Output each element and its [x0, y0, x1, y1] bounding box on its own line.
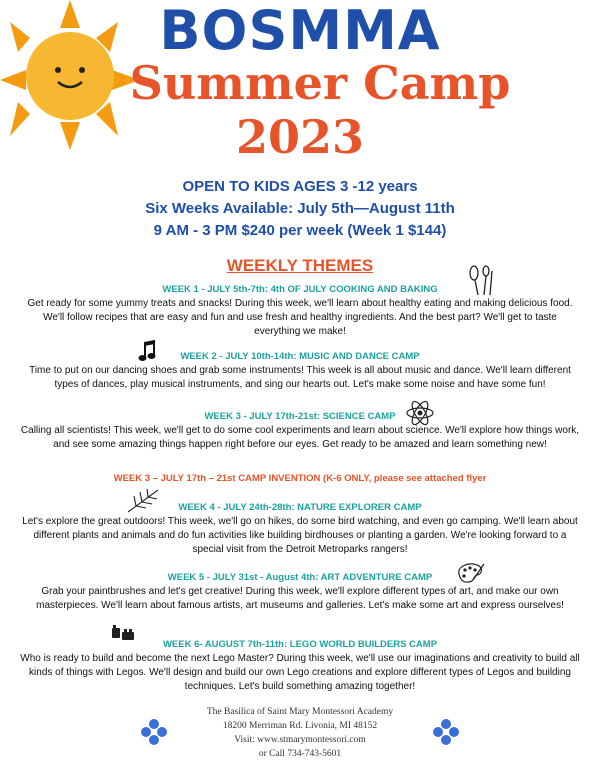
week3-description: Calling all scientists! This week, we'll get to do some cool experiments and learn about science. We'll explore how things work, and see some amazing things happen right before our eyes. Get ready to be amazed and learn something new!: [20, 425, 580, 450]
whisk-icon: [466, 265, 496, 297]
title-year: 2023: [235, 110, 365, 164]
footer-address: 18200 Merriman Rd. Livonia, MI 48152: [222, 721, 378, 731]
info-weeks: Six Weeks Available: July 5th—August 11th: [145, 200, 455, 217]
week1-description: Get ready for some yummy treats and snacks! During this week, we'll learn about healthy eating and making delicious food. We'll follow recipes that are easy and fun and use fresh and healthy ingredients. And the best part? We'll get to taste everything we make!: [27, 298, 573, 337]
week4-description: Let's explore the great outdoors! This week, we'll go on hikes, do some bird watching, and even go camping. We'll learn about different plants and animals and do fun activities like building birdhouses or planting a garden. We're looking forward to a special visit from the Detroit Metroparks rangers!: [22, 516, 578, 555]
title-summer-camp: Summer Camp: [129, 56, 511, 110]
footer-website[interactable]: Visit: www.stmarymontessori.com: [234, 735, 366, 745]
palette-icon: [455, 562, 485, 584]
footer-phone: or Call 734-743-5601: [258, 749, 342, 759]
leaf-icon: [126, 488, 160, 514]
footer-school-name: The Basilica of Saint Mary Montessori Academy: [206, 707, 394, 717]
footer-contact: [0, 705, 600, 761]
music-note-icon: [138, 340, 158, 364]
week2-heading: WEEK 2 - JULY 10th-14th: MUSIC AND DANCE CAMP: [180, 351, 420, 362]
week1-heading: WEEK 1 - JULY 5th-7th: 4th OF JULY COOKING AND BAKING: [162, 284, 438, 295]
week3-heading: WEEK 3 - JULY 17th-21st: SCIENCE CAMP: [204, 411, 396, 422]
atom-icon: [405, 398, 435, 428]
camp-invention-note: WEEK 3 – JULY 17th – 21st CAMP INVENTION (K-6 ONLY, please see attached flyer: [113, 473, 487, 484]
info-hours-price: 9 AM - 3 PM $240 per week (Week 1 $144): [153, 222, 447, 239]
info-ages: OPEN TO KIDS AGES 3 -12 years: [182, 178, 418, 195]
lego-icon: [110, 620, 136, 642]
week6-description: Who is ready to build and become the next Lego Master? During this week, we'll use our imaginations and creativity to build all kinds of things with Legos. We'll design and build our own Lego creations and explore different types of Legos and building techniques. Let's build something amazing together!: [20, 653, 580, 692]
week5-description: Grab your paintbrushes and let's get creative! During this week, we'll explore different types of art, and make our own masterpieces. We'll learn about famous artists, art museums and galleries. Let's make some art and express ourselves!: [36, 586, 564, 611]
week4-heading: WEEK 4 - JULY 24th-28th: NATURE EXPLORER CAMP: [178, 502, 422, 513]
week5-heading: WEEK 5 - JULY 31st - August 4th: ART ADVENTURE CAMP: [167, 572, 433, 583]
title-bosmma: BOSMMA: [159, 0, 441, 62]
week2-description: Time to put on our dancing shoes and grab some instruments! This week is all about music and dance. We'll learn different types of dances, play musical instruments, and sing our hearts out. Let's make some noise and have some fun!: [29, 365, 571, 390]
week6-heading: WEEK 6- AUGUST 7th-11th: LEGO WORLD BUILDERS CAMP: [162, 639, 438, 650]
weekly-themes-title: WEEKLY THEMES: [226, 256, 374, 275]
